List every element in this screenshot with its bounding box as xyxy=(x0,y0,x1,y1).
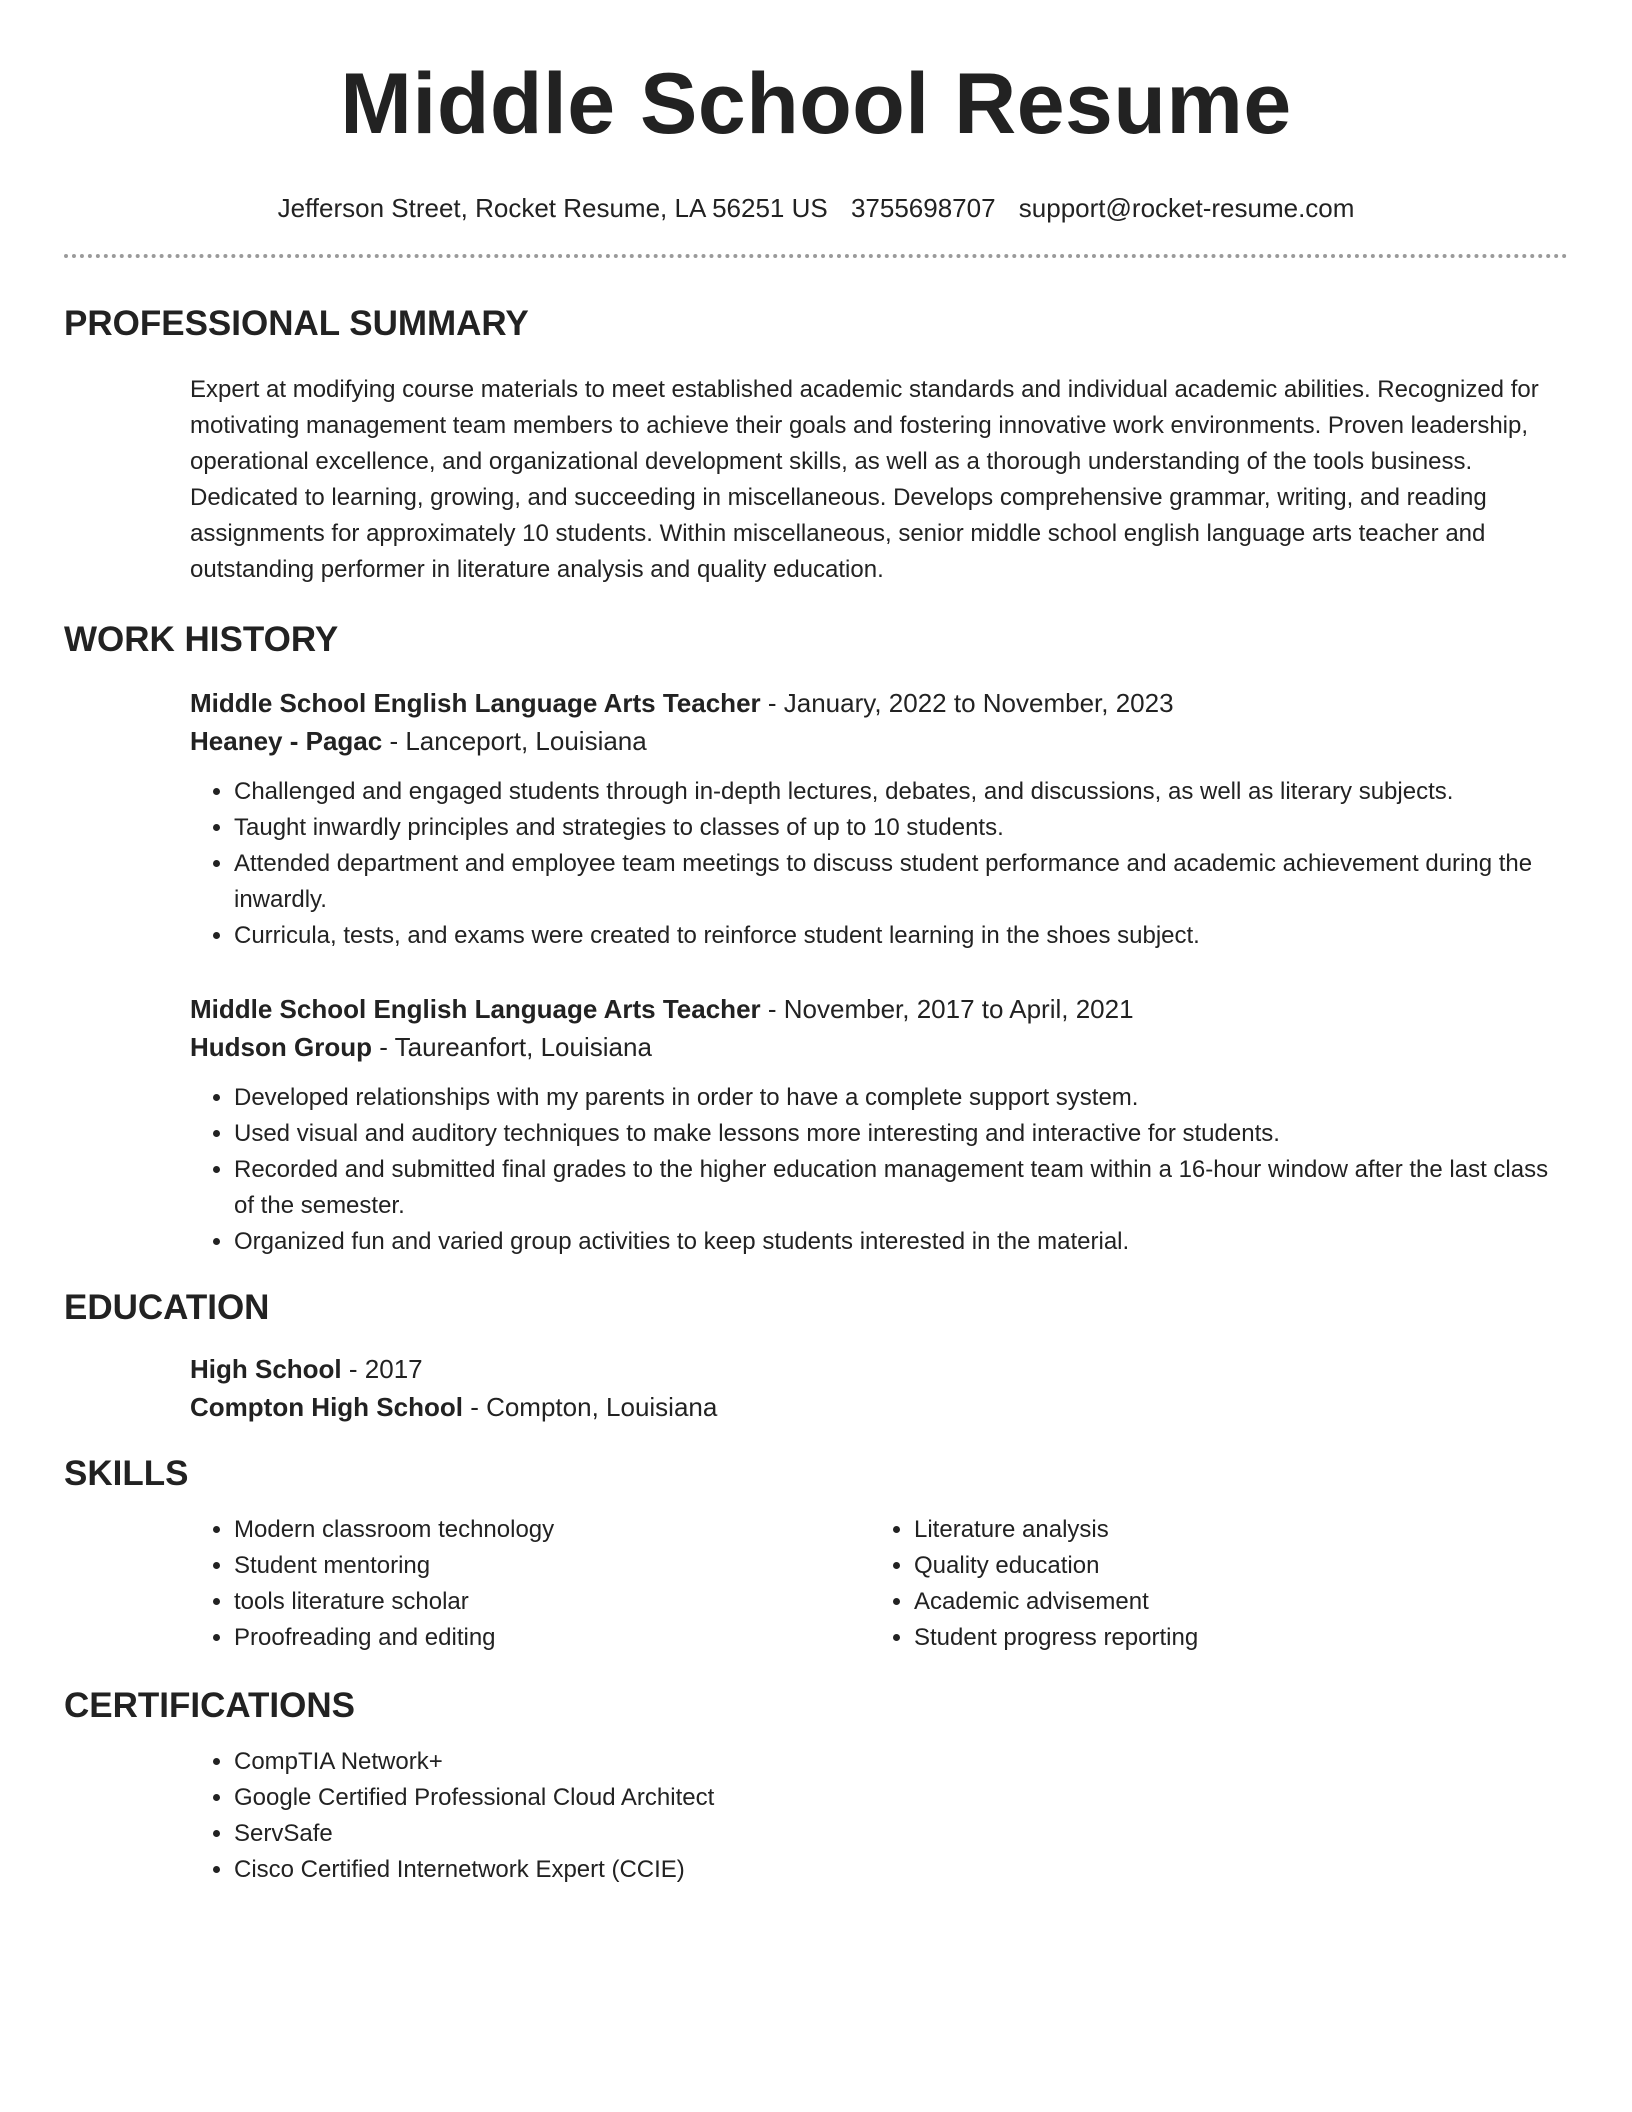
education-degree-line xyxy=(190,1350,1568,1388)
work-history-section xyxy=(64,684,1568,1260)
job-bullet: • Developed relationships with my parents in order to have a complete support system. xyxy=(234,1080,1568,1116)
job-employer: Heaney - Pagac xyxy=(190,726,383,756)
education-year: - 2017 xyxy=(341,1354,423,1384)
education-degree: High School xyxy=(190,1354,342,1384)
job-role-line xyxy=(190,990,1568,1028)
job-entry xyxy=(190,684,1568,954)
certification-item: • Google Certified Professional Cloud Architect xyxy=(234,1780,1568,1816)
job-entry xyxy=(190,990,1568,1260)
skills-list-right xyxy=(870,1512,1550,1656)
education-section xyxy=(64,1350,1568,1426)
skill-item: • Modern classroom technology xyxy=(234,1512,870,1548)
skill-item: • Student progress reporting xyxy=(914,1620,1550,1656)
summary-text: Expert at modifying course materials to meet established academic standards and individual academic abilities. Recognized for motivating management team members to achieve their goals and fostering innovative work environments. Proven leadership, operational excellence, and organizational development skills, as well as a thorough understanding of the tools business. Dedicated to learning, growing, and succeeding in miscellaneous. Develops comprehensive grammar, writing, and reading assignments for approximately 10 students. Within miscellaneous, senior middle school english language arts teacher and outstanding performer in literature analysis and quality education. xyxy=(190,376,1539,583)
job-bullets xyxy=(190,1080,1568,1260)
skills-heading: SKILLS xyxy=(64,1454,189,1493)
contact-phone: 3755698707 xyxy=(850,193,996,223)
certifications-heading: CERTIFICATIONS xyxy=(64,1686,356,1725)
job-role: Middle School English Language Arts Teacher xyxy=(190,994,761,1024)
certification-item: • CompTIA Network+ xyxy=(234,1744,1568,1780)
education-heading: EDUCATION xyxy=(64,1288,270,1327)
job-location: - Taureanfort, Louisiana xyxy=(371,1032,652,1062)
header-divider xyxy=(64,254,1568,258)
skill-item: • Proofreading and editing xyxy=(234,1620,870,1656)
contact-email: support@rocket-resume.com xyxy=(1018,193,1355,223)
job-bullet: • Used visual and auditory techniques to make lessons more interesting and interactive for students. xyxy=(234,1116,1568,1152)
skills-list-left xyxy=(190,1512,870,1656)
resume-title: Middle School Resume xyxy=(340,56,1292,152)
skills-column-right xyxy=(870,1512,1550,1656)
skills-section xyxy=(64,1512,1568,1656)
job-role-line xyxy=(190,684,1568,722)
job-bullet: • Challenged and engaged students through in-depth lectures, debates, and discussions, as well as literary subjects. xyxy=(234,774,1568,810)
skill-item: • Academic advisement xyxy=(914,1584,1550,1620)
certification-item: • ServSafe xyxy=(234,1816,1568,1852)
skill-item: • tools literature scholar xyxy=(234,1584,870,1620)
contact-address: Jefferson Street, Rocket Resume, LA 56251 US xyxy=(277,193,828,223)
certifications-list xyxy=(190,1744,1568,1888)
certification-item: • Cisco Certified Internetwork Expert (CCIE) xyxy=(234,1852,1568,1888)
skill-item: • Student mentoring xyxy=(234,1548,870,1584)
job-dates: - January, 2022 to November, 2023 xyxy=(760,688,1174,718)
job-bullet: • Recorded and submitted final grades to the higher education management team within a 16-hour window after the last class of the semester. xyxy=(234,1152,1568,1224)
skill-item: • Literature analysis xyxy=(914,1512,1550,1548)
skills-grid xyxy=(190,1512,1568,1656)
summary-section xyxy=(64,372,1568,588)
education-school: Compton High School xyxy=(190,1392,463,1422)
job-bullet: • Organized fun and varied group activities to keep students interested in the material. xyxy=(234,1224,1568,1260)
job-bullet: • Curricula, tests, and exams were created to reinforce student learning in the shoes subject. xyxy=(234,918,1568,954)
skill-item: • Quality education xyxy=(914,1548,1550,1584)
job-dates: - November, 2017 to April, 2021 xyxy=(760,994,1134,1024)
job-location: - Lanceport, Louisiana xyxy=(382,726,647,756)
job-bullet: • Taught inwardly principles and strategies to classes of up to 10 students. xyxy=(234,810,1568,846)
job-role: Middle School English Language Arts Teacher xyxy=(190,688,761,718)
contact-info xyxy=(64,192,1568,224)
job-bullet: • Attended department and employee team meetings to discuss student performance and academic achievement during the inwardly. xyxy=(234,846,1568,918)
education-school-line xyxy=(190,1388,1568,1426)
job-bullets xyxy=(190,774,1568,954)
job-employer-line xyxy=(190,722,1568,760)
certifications-section xyxy=(64,1744,1568,1888)
job-employer: Hudson Group xyxy=(190,1032,372,1062)
skills-column-left xyxy=(190,1512,870,1656)
job-employer-line xyxy=(190,1028,1568,1066)
work-history-heading: WORK HISTORY xyxy=(64,620,339,659)
summary-heading: PROFESSIONAL SUMMARY xyxy=(64,304,529,343)
education-location: - Compton, Louisiana xyxy=(462,1392,718,1422)
